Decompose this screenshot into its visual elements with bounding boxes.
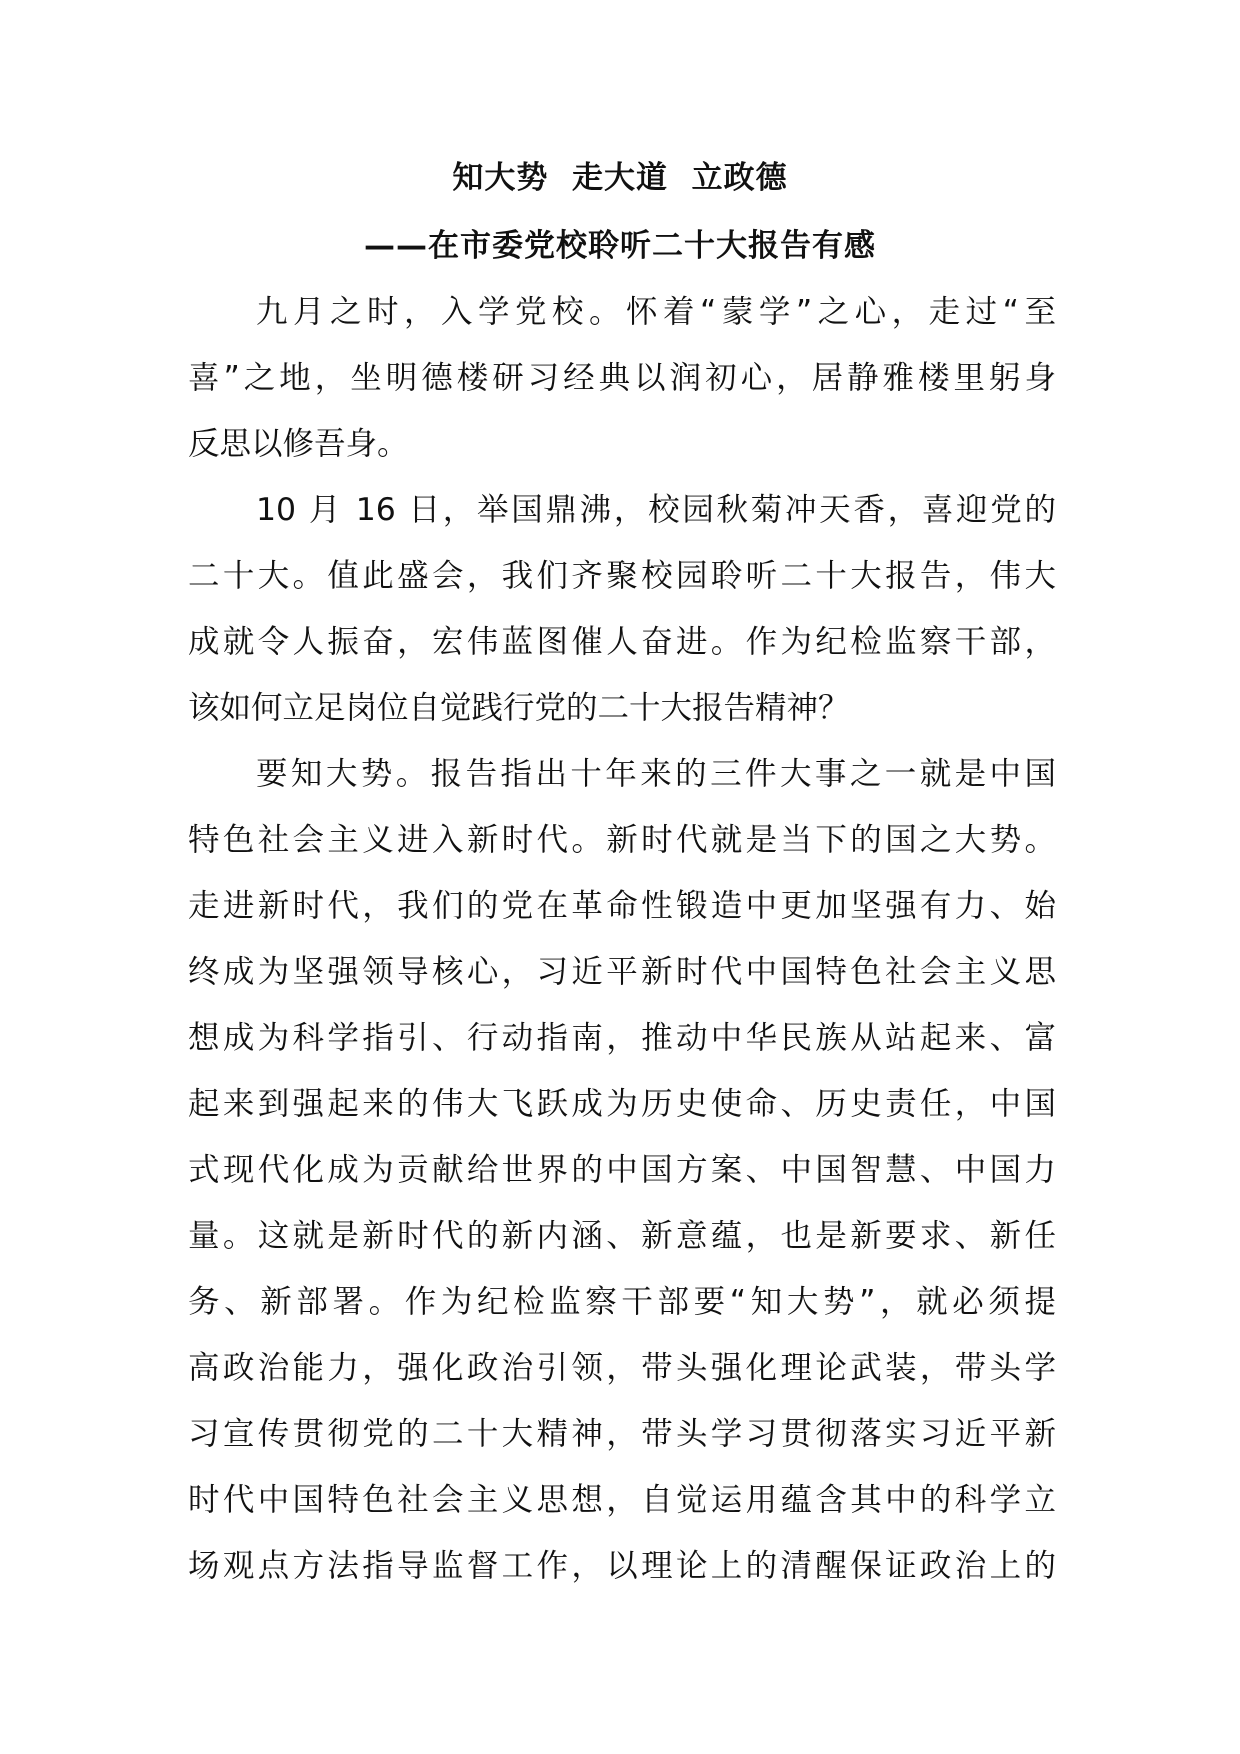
text-line: 要知大势。报告指出十年来的三件大事之一就是中国 (256, 756, 1056, 792)
text-line: 成就令人振奋，宏伟蓝图催人奋进。作为纪检监察干部， (188, 624, 1056, 660)
text-line: 终成为坚强领导核心，习近平新时代中国特色社会主义思 (188, 954, 1056, 990)
text-line: 时代中国特色社会主义思想，自觉运用蕴含其中的科学立 (188, 1482, 1056, 1518)
paragraph-3 (188, 741, 1056, 1599)
text-line: 特色社会主义进入新时代。新时代就是当下的国之大势。 (188, 822, 1056, 858)
text-line: 10 月 16 日，举国鼎沸，校园秋菊冲天香，喜迎党的 (256, 492, 1056, 528)
text-line: 务、新部署。作为纪检监察干部要“知大势”，就必须提 (188, 1284, 1056, 1320)
paragraph-1 (188, 279, 1056, 477)
document-title: 知大势 走大道 立政德 (452, 160, 788, 196)
text-line: 习宣传贯彻党的二十大精神，带头学习贯彻落实习近平新 (188, 1416, 1056, 1452)
text-line: 量。这就是新时代的新内涵、新意蕴，也是新要求、新任 (188, 1218, 1056, 1254)
text-line: 场观点方法指导监督工作，以理论上的清醒保证政治上的 (188, 1548, 1056, 1584)
text-line: 式现代化成为贡献给世界的中国方案、中国智慧、中国力 (188, 1152, 1056, 1188)
text-line: 高政治能力，强化政治引领，带头强化理论武装，带头学 (188, 1350, 1056, 1386)
paragraph-2 (188, 477, 1056, 741)
text-line: 起来到强起来的伟大飞跃成为历史使命、历史责任，中国 (188, 1086, 1056, 1122)
text-line: 该如何立足岗位自觉践行党的二十大报告精神？ (188, 690, 850, 726)
text-line: 喜”之地，坐明德楼研习经典以润初心，居静雅楼里躬身 (188, 360, 1056, 396)
text-line: 二十大。值此盛会，我们齐聚校园聆听二十大报告，伟大 (188, 558, 1056, 594)
text-line: 想成为科学指引、行动指南，推动中华民族从站起来、富 (188, 1020, 1056, 1056)
text-line: 反思以修吾身。 (188, 426, 409, 462)
text-line: 九月之时，入学党校。怀着“蒙学”之心，走过“至 (256, 294, 1056, 330)
text-line: 走进新时代，我们的党在革命性锻造中更加坚强有力、始 (188, 888, 1056, 924)
document-subtitle: ——在市委党校聆听二十大报告有感 (364, 228, 876, 264)
